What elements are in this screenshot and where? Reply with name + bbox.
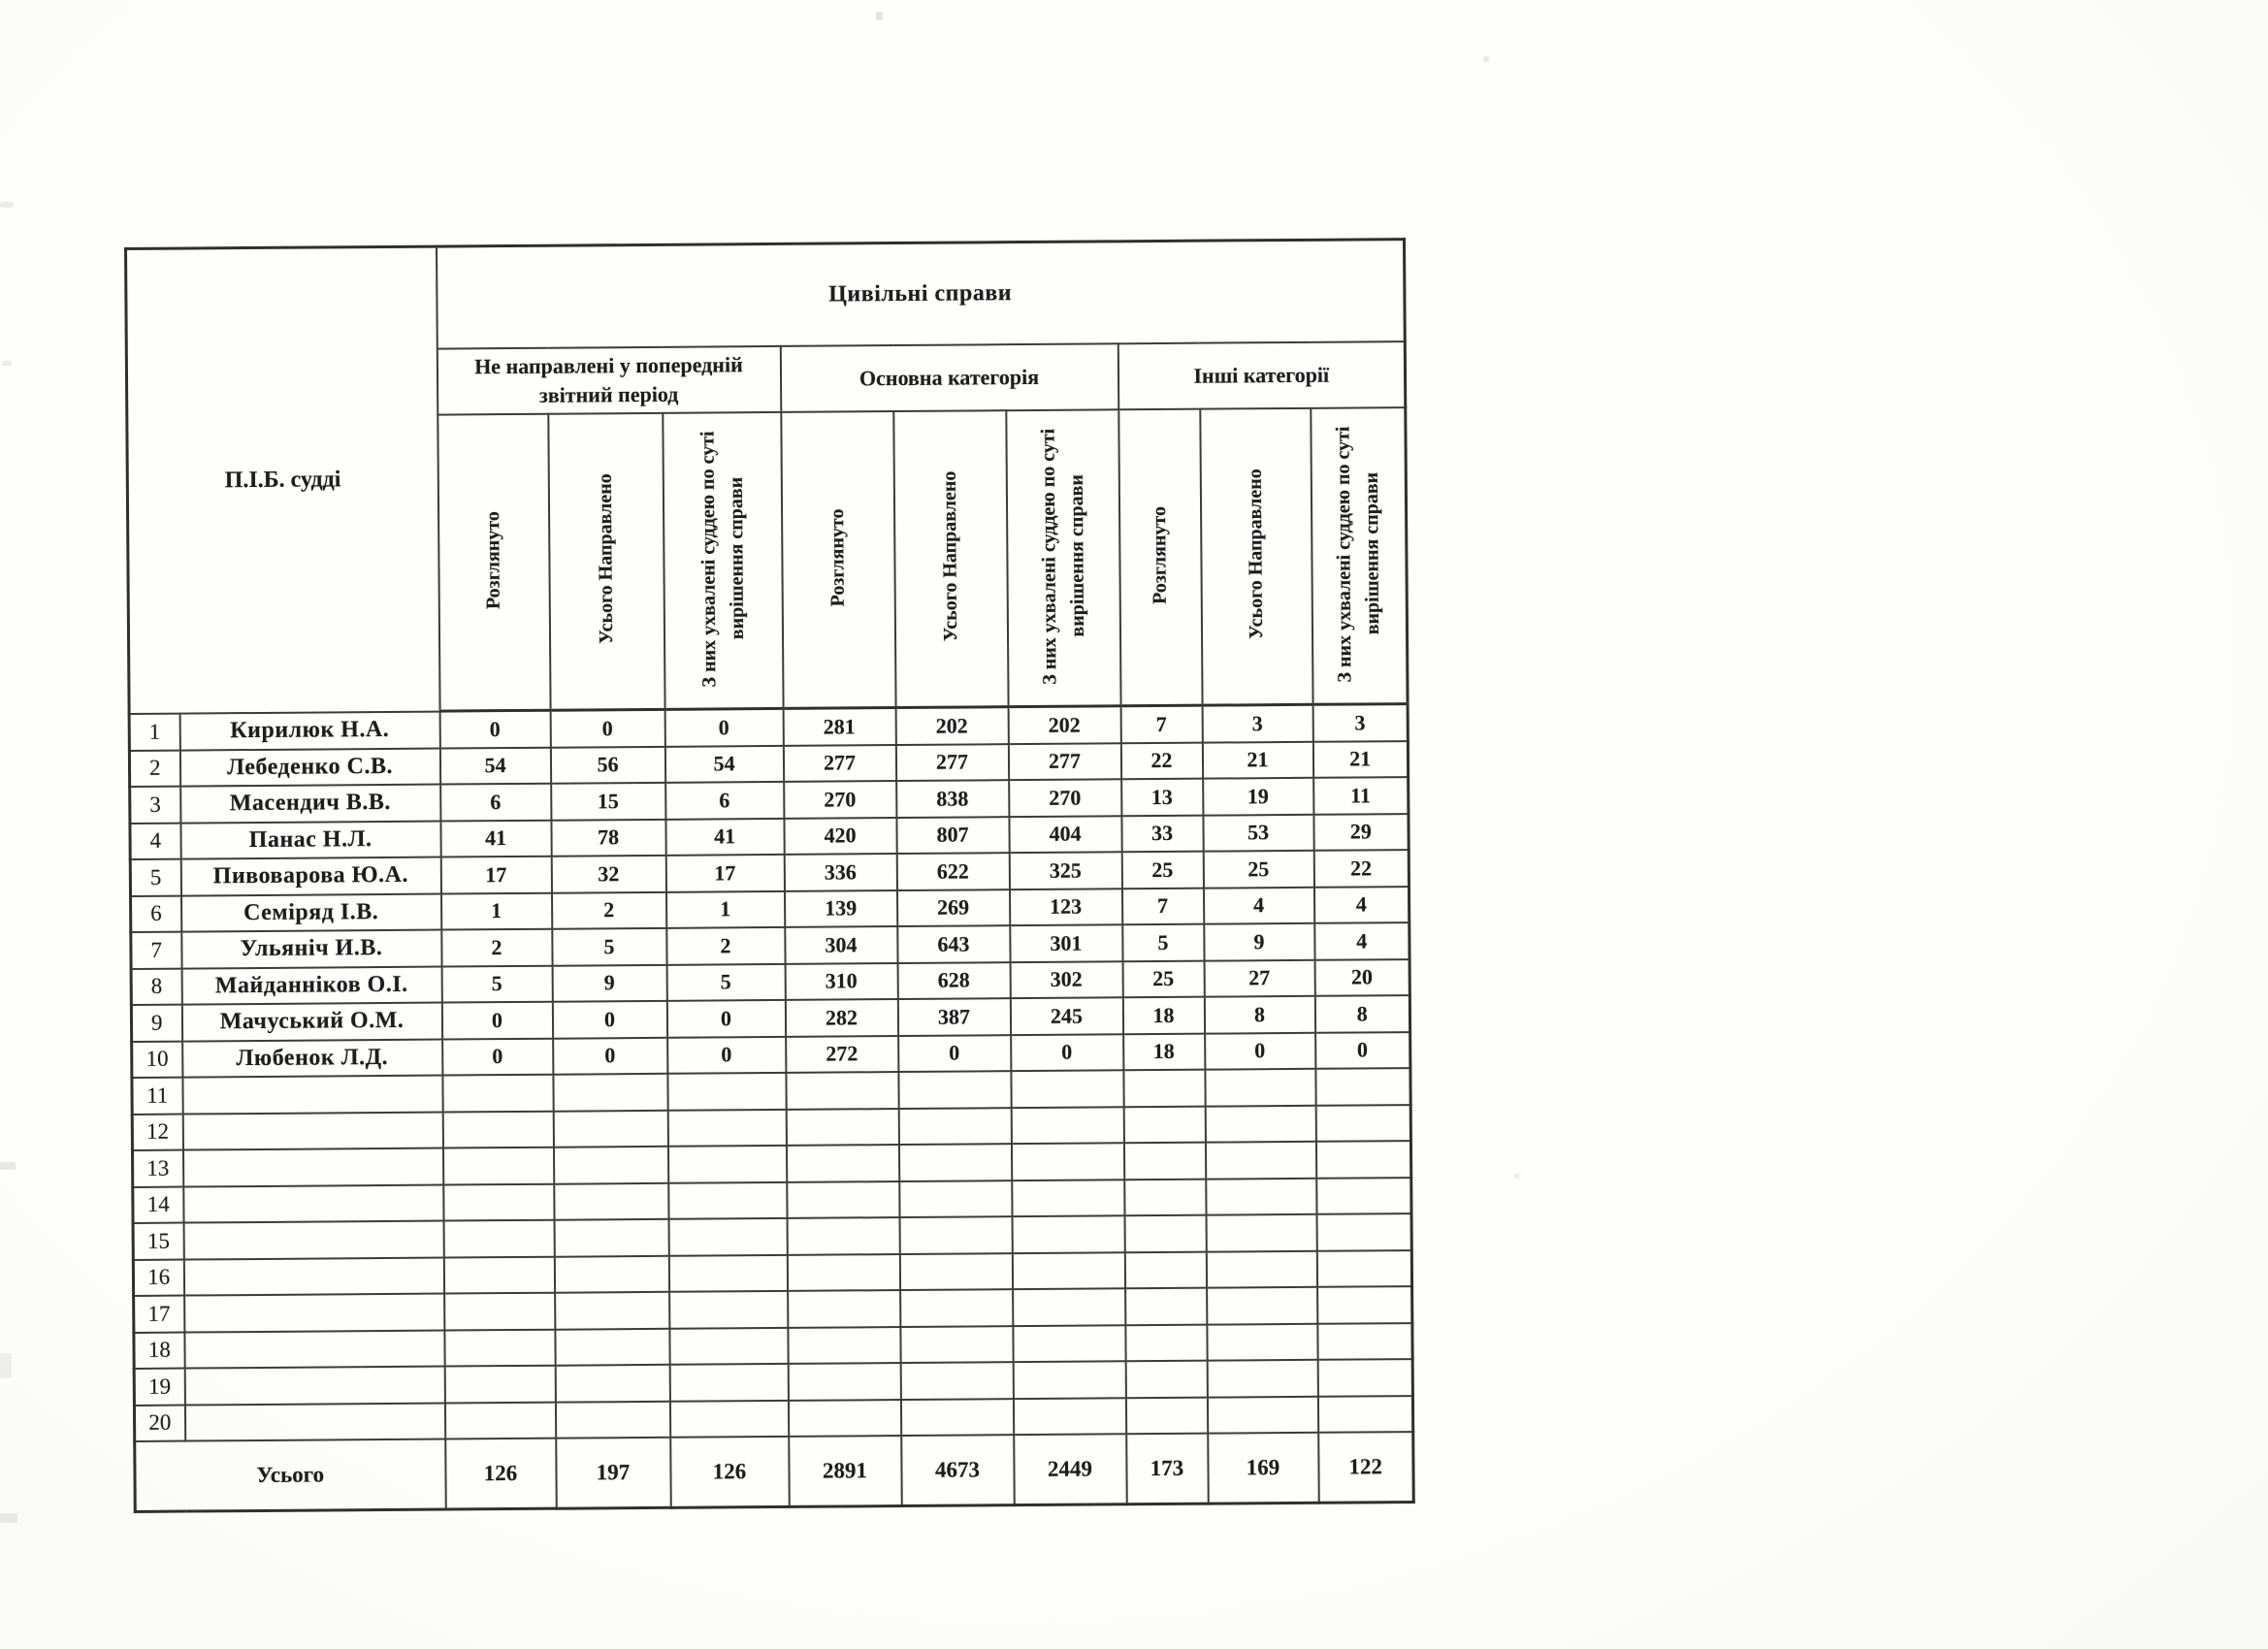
- value-cell: 0: [552, 1001, 666, 1038]
- value-cell: 4: [1314, 922, 1409, 959]
- col-header-label: Усього Направлено: [1244, 469, 1268, 640]
- value-cell: 336: [784, 854, 896, 890]
- row-number: 9: [131, 1005, 181, 1042]
- judge-name: [183, 1184, 443, 1223]
- value-cell: [667, 1073, 786, 1110]
- value-cell: 21: [1312, 741, 1408, 778]
- judge-name: [182, 1076, 442, 1115]
- value-cell: [899, 1253, 1012, 1290]
- value-cell: 2: [552, 891, 666, 928]
- value-cell: [1125, 1361, 1207, 1398]
- value-cell: 4: [1203, 887, 1313, 923]
- total-value-cell: 2449: [1014, 1434, 1127, 1504]
- value-cell: [554, 1182, 668, 1219]
- row-number: 10: [132, 1041, 182, 1078]
- value-cell: 202: [1008, 706, 1120, 744]
- value-cell: [442, 1075, 553, 1112]
- value-cell: [1206, 1214, 1316, 1251]
- value-cell: [786, 1145, 898, 1181]
- col-header-reviewed: [1118, 409, 1202, 706]
- value-cell: [669, 1400, 788, 1437]
- row-number: 1: [129, 713, 179, 750]
- value-cell: 643: [897, 925, 1010, 962]
- value-cell: 22: [1313, 850, 1409, 887]
- total-value-cell: 173: [1126, 1434, 1209, 1504]
- judge-name: Пивоварова Ю.А.: [180, 857, 440, 896]
- value-cell: 78: [551, 819, 665, 856]
- group-header-other-categories: Інші категорії: [1118, 341, 1406, 409]
- value-cell: 13: [1121, 779, 1203, 816]
- value-cell: 628: [897, 962, 1010, 999]
- value-cell: [1207, 1287, 1317, 1324]
- value-cell: [1315, 1068, 1410, 1105]
- value-cell: 270: [1009, 779, 1121, 816]
- value-cell: 0: [667, 1036, 786, 1073]
- value-cell: [1315, 1105, 1410, 1142]
- value-cell: 7: [1121, 888, 1203, 924]
- value-cell: 301: [1010, 924, 1122, 961]
- value-cell: 3: [1202, 704, 1312, 742]
- value-cell: 0: [666, 1000, 785, 1037]
- judge-name: Ульяніч И.В.: [181, 930, 441, 969]
- value-cell: 41: [665, 818, 784, 855]
- scan-smudge: [1513, 1174, 1521, 1179]
- value-cell: 25: [1121, 852, 1203, 889]
- value-cell: [786, 1109, 898, 1146]
- row-number: 6: [131, 895, 181, 932]
- value-cell: [1207, 1396, 1317, 1433]
- value-cell: [669, 1327, 788, 1364]
- row-number: 14: [133, 1186, 183, 1223]
- value-cell: [1011, 1143, 1123, 1180]
- value-cell: 8: [1314, 995, 1409, 1032]
- value-cell: [1207, 1323, 1317, 1360]
- value-cell: [786, 1072, 898, 1109]
- value-cell: [900, 1326, 1013, 1363]
- value-cell: 15: [551, 783, 665, 820]
- row-number: 20: [134, 1405, 184, 1441]
- value-cell: [1123, 1070, 1205, 1107]
- value-cell: [1124, 1251, 1206, 1288]
- value-cell: [1012, 1252, 1124, 1289]
- col-header-decided-on-merits: [663, 412, 783, 709]
- value-cell: 420: [784, 818, 896, 855]
- value-cell: [442, 1148, 553, 1184]
- row-number: 17: [134, 1296, 184, 1333]
- value-cell: [669, 1291, 788, 1328]
- row-number: 8: [131, 968, 181, 1005]
- value-cell: 277: [783, 745, 895, 782]
- value-cell: 9: [552, 964, 666, 1001]
- value-cell: 0: [439, 710, 550, 748]
- col-header-decided-on-merits: [1006, 409, 1120, 706]
- scan-smudge: [0, 202, 14, 208]
- value-cell: 272: [786, 1036, 898, 1073]
- total-value-cell: 4673: [901, 1435, 1015, 1505]
- col-header-total-sent: [893, 410, 1008, 707]
- value-cell: 54: [439, 747, 550, 784]
- value-cell: 54: [664, 745, 783, 782]
- value-cell: [442, 1111, 553, 1148]
- value-cell: 270: [784, 781, 896, 818]
- row-number: 5: [130, 859, 180, 896]
- value-cell: 41: [440, 820, 551, 857]
- value-cell: 33: [1121, 815, 1203, 852]
- group-header-main-category: Основна категорія: [780, 343, 1118, 412]
- col-header-label: Розглянуто: [1149, 505, 1171, 604]
- value-cell: [555, 1328, 669, 1365]
- value-cell: 56: [550, 746, 664, 783]
- col-header-label: Розглянуто: [482, 510, 504, 609]
- row-number: 3: [130, 787, 180, 824]
- value-cell: [899, 1216, 1012, 1253]
- civil-cases-table: [124, 238, 1415, 1513]
- value-cell: [900, 1289, 1013, 1326]
- value-cell: 5: [441, 965, 552, 1002]
- row-number: 19: [134, 1369, 184, 1406]
- value-cell: [1012, 1180, 1124, 1216]
- row-number: 15: [133, 1223, 183, 1260]
- value-cell: 0: [1315, 1032, 1410, 1069]
- value-cell: [1011, 1107, 1123, 1144]
- value-cell: [1011, 1070, 1123, 1107]
- total-value-cell: 126: [670, 1437, 790, 1507]
- row-number: 2: [129, 750, 179, 787]
- value-cell: [444, 1329, 555, 1366]
- value-cell: [898, 1108, 1011, 1145]
- col-header-label: Усього Направлено: [938, 470, 962, 642]
- value-cell: [555, 1365, 669, 1402]
- value-cell: [1205, 1142, 1315, 1179]
- scan-smudge: [0, 1162, 16, 1170]
- col-header-reviewed: [437, 414, 550, 711]
- value-cell: [788, 1290, 900, 1327]
- table-tilt-wrapper: [124, 238, 1415, 1513]
- value-cell: 0: [550, 709, 664, 747]
- value-cell: [1123, 1143, 1205, 1180]
- value-cell: 202: [895, 707, 1008, 745]
- judge-name: Кирилюк Н.А.: [179, 711, 439, 750]
- value-cell: [1013, 1288, 1125, 1325]
- col-header-label: З них ухвалені суддею по суті вирішення справи: [1036, 427, 1088, 684]
- judge-name: [184, 1403, 444, 1441]
- total-value-cell: 126: [445, 1439, 557, 1509]
- value-cell: [900, 1399, 1013, 1436]
- value-cell: 6: [440, 784, 551, 821]
- value-cell: [1205, 1105, 1315, 1142]
- judge-name: [183, 1257, 443, 1296]
- value-cell: 4: [1313, 887, 1409, 923]
- value-cell: 21: [1202, 741, 1312, 778]
- value-cell: [444, 1293, 555, 1330]
- row-number: 7: [131, 932, 181, 969]
- value-cell: 25: [1122, 960, 1204, 997]
- value-cell: 325: [1009, 852, 1121, 889]
- value-cell: [787, 1217, 899, 1254]
- value-cell: [1317, 1323, 1412, 1360]
- value-cell: [554, 1255, 668, 1292]
- value-cell: [1316, 1178, 1411, 1214]
- judge-name: [182, 1112, 442, 1150]
- value-cell: [444, 1366, 555, 1403]
- value-cell: 123: [1009, 889, 1121, 925]
- value-cell: [1315, 1141, 1410, 1178]
- value-cell: [1125, 1324, 1207, 1361]
- value-cell: 53: [1203, 814, 1313, 851]
- col-header-label: З них ухвалені суддею по суті вирішення справи: [1332, 425, 1384, 682]
- value-cell: 269: [896, 889, 1009, 926]
- value-cell: [1317, 1396, 1412, 1433]
- value-cell: 2: [666, 927, 785, 964]
- value-cell: [553, 1147, 667, 1183]
- value-cell: [554, 1219, 668, 1256]
- value-cell: [1316, 1250, 1411, 1287]
- value-cell: 19: [1203, 778, 1313, 815]
- scan-smudge: [0, 1353, 12, 1378]
- total-value-cell: 2891: [789, 1436, 902, 1506]
- value-cell: 139: [784, 890, 896, 927]
- value-cell: [1317, 1286, 1412, 1323]
- value-cell: [443, 1183, 554, 1220]
- row-number: 4: [130, 823, 180, 859]
- value-cell: 11: [1313, 777, 1409, 814]
- value-cell: 9: [1204, 923, 1314, 960]
- value-cell: [1123, 1106, 1205, 1143]
- value-cell: 0: [442, 1038, 553, 1075]
- row-number: 12: [132, 1114, 182, 1150]
- value-cell: 304: [785, 926, 897, 963]
- value-cell: [1206, 1178, 1316, 1214]
- scan-smudge: [1483, 56, 1489, 62]
- judge-name: [182, 1148, 442, 1187]
- value-cell: 404: [1009, 816, 1121, 853]
- value-cell: 245: [1010, 997, 1122, 1034]
- value-cell: 2: [441, 929, 552, 966]
- col-header-label: Усього Направлено: [594, 473, 618, 645]
- value-cell: [553, 1110, 667, 1147]
- table-title: Цивільні справи: [437, 240, 1406, 349]
- value-cell: [1013, 1361, 1125, 1398]
- value-cell: 0: [898, 1035, 1011, 1072]
- judge-name: [183, 1221, 443, 1260]
- judge-name: [184, 1330, 444, 1369]
- value-cell: 17: [440, 857, 551, 893]
- value-cell: [1317, 1359, 1412, 1396]
- col-header-total-sent: [1200, 408, 1312, 705]
- col-header-total-sent: [548, 413, 664, 710]
- value-cell: 0: [1205, 1032, 1315, 1069]
- value-cell: [443, 1256, 554, 1293]
- judge-name: Мачуський О.М.: [181, 1003, 441, 1042]
- judge-name: Любенок Л.Д.: [182, 1039, 442, 1078]
- value-cell: 302: [1010, 961, 1122, 998]
- value-cell: [1207, 1360, 1317, 1397]
- value-cell: 1: [441, 892, 552, 929]
- value-cell: [667, 1109, 786, 1146]
- col-header-decided-on-merits: [1311, 407, 1408, 704]
- judge-name: [184, 1367, 444, 1406]
- value-cell: 0: [1011, 1034, 1123, 1071]
- value-cell: 3: [1312, 704, 1408, 742]
- value-cell: [1205, 1069, 1315, 1106]
- value-cell: [667, 1146, 786, 1182]
- value-cell: [899, 1180, 1012, 1217]
- value-cell: [668, 1181, 787, 1218]
- total-label: Усього: [135, 1439, 446, 1512]
- value-cell: 0: [553, 1037, 667, 1074]
- scan-smudge: [0, 1513, 17, 1523]
- value-cell: 281: [783, 708, 895, 746]
- value-cell: 6: [665, 782, 784, 819]
- value-cell: 622: [896, 853, 1009, 889]
- value-cell: 25: [1203, 851, 1313, 888]
- value-cell: [788, 1400, 900, 1437]
- value-cell: [898, 1071, 1011, 1108]
- scan-smudge: [2, 361, 12, 366]
- total-value-cell: 169: [1208, 1433, 1319, 1504]
- value-cell: [1012, 1215, 1124, 1252]
- value-cell: [788, 1327, 900, 1364]
- value-cell: 18: [1123, 1033, 1205, 1070]
- value-cell: 5: [666, 963, 785, 1000]
- judge-name: Майданніков О.І.: [181, 966, 441, 1005]
- value-cell: 838: [896, 780, 1009, 817]
- col-header-label: З них ухвалені суддею по суті вирішення справи: [696, 430, 748, 687]
- value-cell: [787, 1254, 899, 1291]
- value-cell: [787, 1181, 899, 1218]
- value-cell: 310: [785, 963, 897, 1000]
- value-cell: [444, 1402, 555, 1439]
- judge-name: Лебеденко С.В.: [179, 748, 439, 787]
- group-header-not-forwarded: Не направлені у попередній звітний період: [437, 346, 781, 415]
- col-header-reviewed: [781, 411, 895, 708]
- value-cell: [1013, 1398, 1125, 1435]
- judge-name: Масендич В.В.: [180, 785, 440, 824]
- value-cell: [443, 1220, 554, 1257]
- value-cell: [900, 1362, 1013, 1399]
- value-cell: 5: [1122, 924, 1204, 961]
- value-cell: [668, 1218, 787, 1255]
- row-number: 11: [132, 1078, 182, 1115]
- judge-name-column-header: П.І.Б. судді: [126, 246, 440, 713]
- value-cell: 27: [1204, 959, 1314, 996]
- total-value-cell: 122: [1318, 1432, 1414, 1503]
- judge-name: Семіряд І.В.: [181, 893, 441, 932]
- value-cell: 18: [1122, 997, 1204, 1034]
- value-cell: 8: [1204, 996, 1314, 1033]
- total-value-cell: 197: [556, 1438, 671, 1508]
- row-number: 18: [134, 1332, 184, 1369]
- value-cell: [1013, 1325, 1125, 1362]
- value-cell: 277: [1008, 743, 1120, 780]
- judge-name: [184, 1294, 444, 1333]
- total-row: [135, 1432, 1414, 1511]
- col-header-label: Розглянуто: [826, 507, 849, 607]
- value-cell: 17: [665, 855, 784, 891]
- value-cell: [1206, 1250, 1316, 1287]
- value-cell: 277: [895, 744, 1008, 781]
- value-cell: 807: [896, 817, 1009, 854]
- value-cell: [668, 1254, 787, 1291]
- value-cell: 0: [664, 708, 783, 746]
- value-cell: 7: [1120, 705, 1202, 743]
- value-cell: 20: [1314, 959, 1409, 996]
- value-cell: [1125, 1288, 1207, 1325]
- header-row-title: [126, 240, 1406, 351]
- value-cell: [788, 1363, 900, 1400]
- value-cell: [553, 1074, 667, 1111]
- value-cell: 5: [552, 928, 666, 965]
- value-cell: 0: [441, 1002, 552, 1039]
- value-cell: 282: [785, 999, 897, 1036]
- scan-smudge: [876, 12, 883, 20]
- value-cell: 387: [897, 998, 1010, 1035]
- row-number: 16: [133, 1259, 183, 1296]
- value-cell: 1: [666, 890, 785, 927]
- value-cell: 22: [1120, 742, 1202, 779]
- value-cell: [1124, 1215, 1206, 1252]
- row-number: 13: [132, 1150, 182, 1187]
- value-cell: [555, 1292, 669, 1329]
- judge-name: Панас Н.Л.: [180, 821, 440, 859]
- value-cell: [1124, 1179, 1206, 1215]
- value-cell: 29: [1313, 814, 1409, 851]
- value-cell: [1316, 1213, 1411, 1250]
- value-cell: 32: [551, 856, 665, 892]
- value-cell: [669, 1364, 788, 1401]
- value-cell: [898, 1144, 1011, 1180]
- value-cell: [555, 1401, 669, 1438]
- value-cell: [1125, 1397, 1207, 1434]
